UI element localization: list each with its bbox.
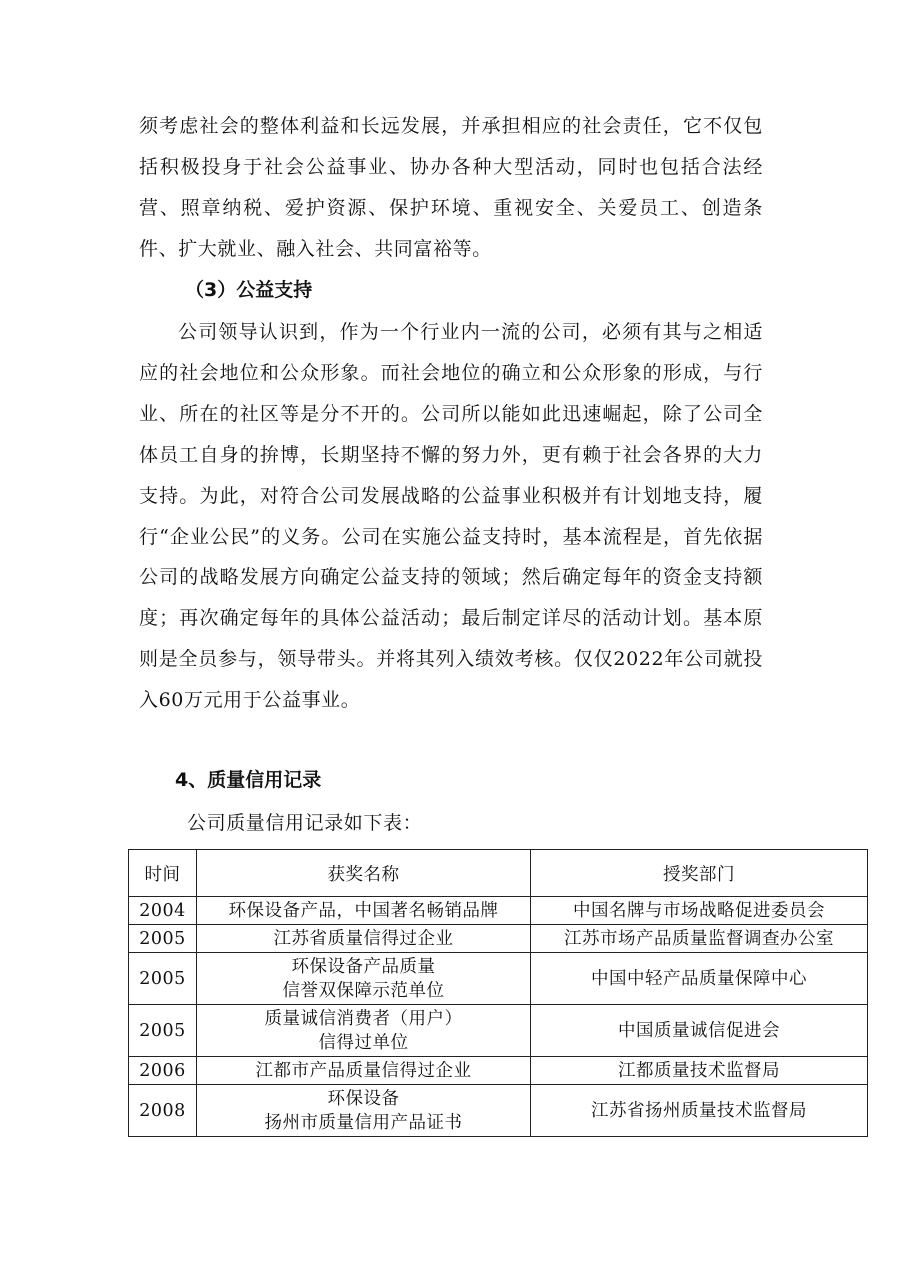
cell-dept: 江都质量技术监督局 <box>531 1057 868 1085</box>
paragraph-public-welfare: 公司领导认识到，作为一个行业内一流的公司，必须有其与之相适应的社会地位和公众形象。而社会地位的确立和公众形象的形成，与行业、所在的社区等是分不开的。公司所以能如此迅速崛起，除了公司全体员工自身的拚博，长期坚持不懈的努力外，更有赖于社会各界的大力支持。为此，对符合公司发展战略的公益事业积极并有计划地支持，履行“企业公民”的义务。公司在实施公益支持时，基本流程是，首先依据公司的战略发展方向确定公益支持的领域；然后确定每年的资金支持额度；再次确定每年的具体公益活动；最后制定详尽的活动计划。基本原则是全员参与，领导带头。并将其列入绩效考核。仅仅2022年公司就投入60万元用于公益事业。 <box>139 321 763 712</box>
table-row <box>129 1085 868 1137</box>
table-row <box>129 897 868 925</box>
cell-dept: 中国质量诚信促进会 <box>531 1005 868 1057</box>
paragraph-social-responsibility: 须考虑社会的整体利益和长远发展，并承担相应的社会责任，它不仅包括积极投身于社会公益事业、协办各种大型活动，同时也包括合法经营、照章纳税、爱护资源、保护环境、重视安全、关爱员工、创造条件、扩大就业、融入社会、共同富裕等。 <box>139 115 763 260</box>
cell-dept: 中国中轻产品质量保障中心 <box>531 953 868 1005</box>
cell-dept: 江苏省扬州质量技术监督局 <box>531 1085 868 1137</box>
header-award-name: 获奖名称 <box>197 850 531 897</box>
cell-award: 江苏省质量信得过企业 <box>197 925 531 953</box>
cell-year: 2006 <box>129 1057 197 1085</box>
table-row <box>129 925 868 953</box>
cell-award: 环保设备 扬州市质量信用产品证书 <box>197 1085 531 1137</box>
header-awarding-dept: 授奖部门 <box>531 850 868 897</box>
cell-award: 环保设备产品，中国著名畅销品牌 <box>197 897 531 925</box>
cell-award: 环保设备产品质量 信誉双保障示范单位 <box>197 953 531 1005</box>
cell-award: 江都市产品质量信得过企业 <box>197 1057 531 1085</box>
header-time: 时间 <box>129 850 197 897</box>
table-header-row <box>129 850 868 897</box>
cell-year: 2005 <box>129 1005 197 1057</box>
cell-dept: 中国名牌与市场战略促进委员会 <box>531 897 868 925</box>
cell-year: 2008 <box>129 1085 197 1137</box>
cell-year: 2004 <box>129 897 197 925</box>
heading-quality-credit: 4、质量信用记录 <box>175 769 322 791</box>
cell-award: 质量诚信消费者（用户） 信得过单位 <box>197 1005 531 1057</box>
table-row <box>129 953 868 1005</box>
cell-year: 2005 <box>129 953 197 1005</box>
cell-year: 2005 <box>129 925 197 953</box>
table-row <box>129 1005 868 1057</box>
heading-public-welfare: （3）公益支持 <box>185 279 313 301</box>
quality-credit-table <box>128 849 868 1137</box>
table-intro: 公司质量信用记录如下表： <box>187 812 423 834</box>
cell-dept: 江苏市场产品质量监督调查办公室 <box>531 925 868 953</box>
table-row <box>129 1057 868 1085</box>
